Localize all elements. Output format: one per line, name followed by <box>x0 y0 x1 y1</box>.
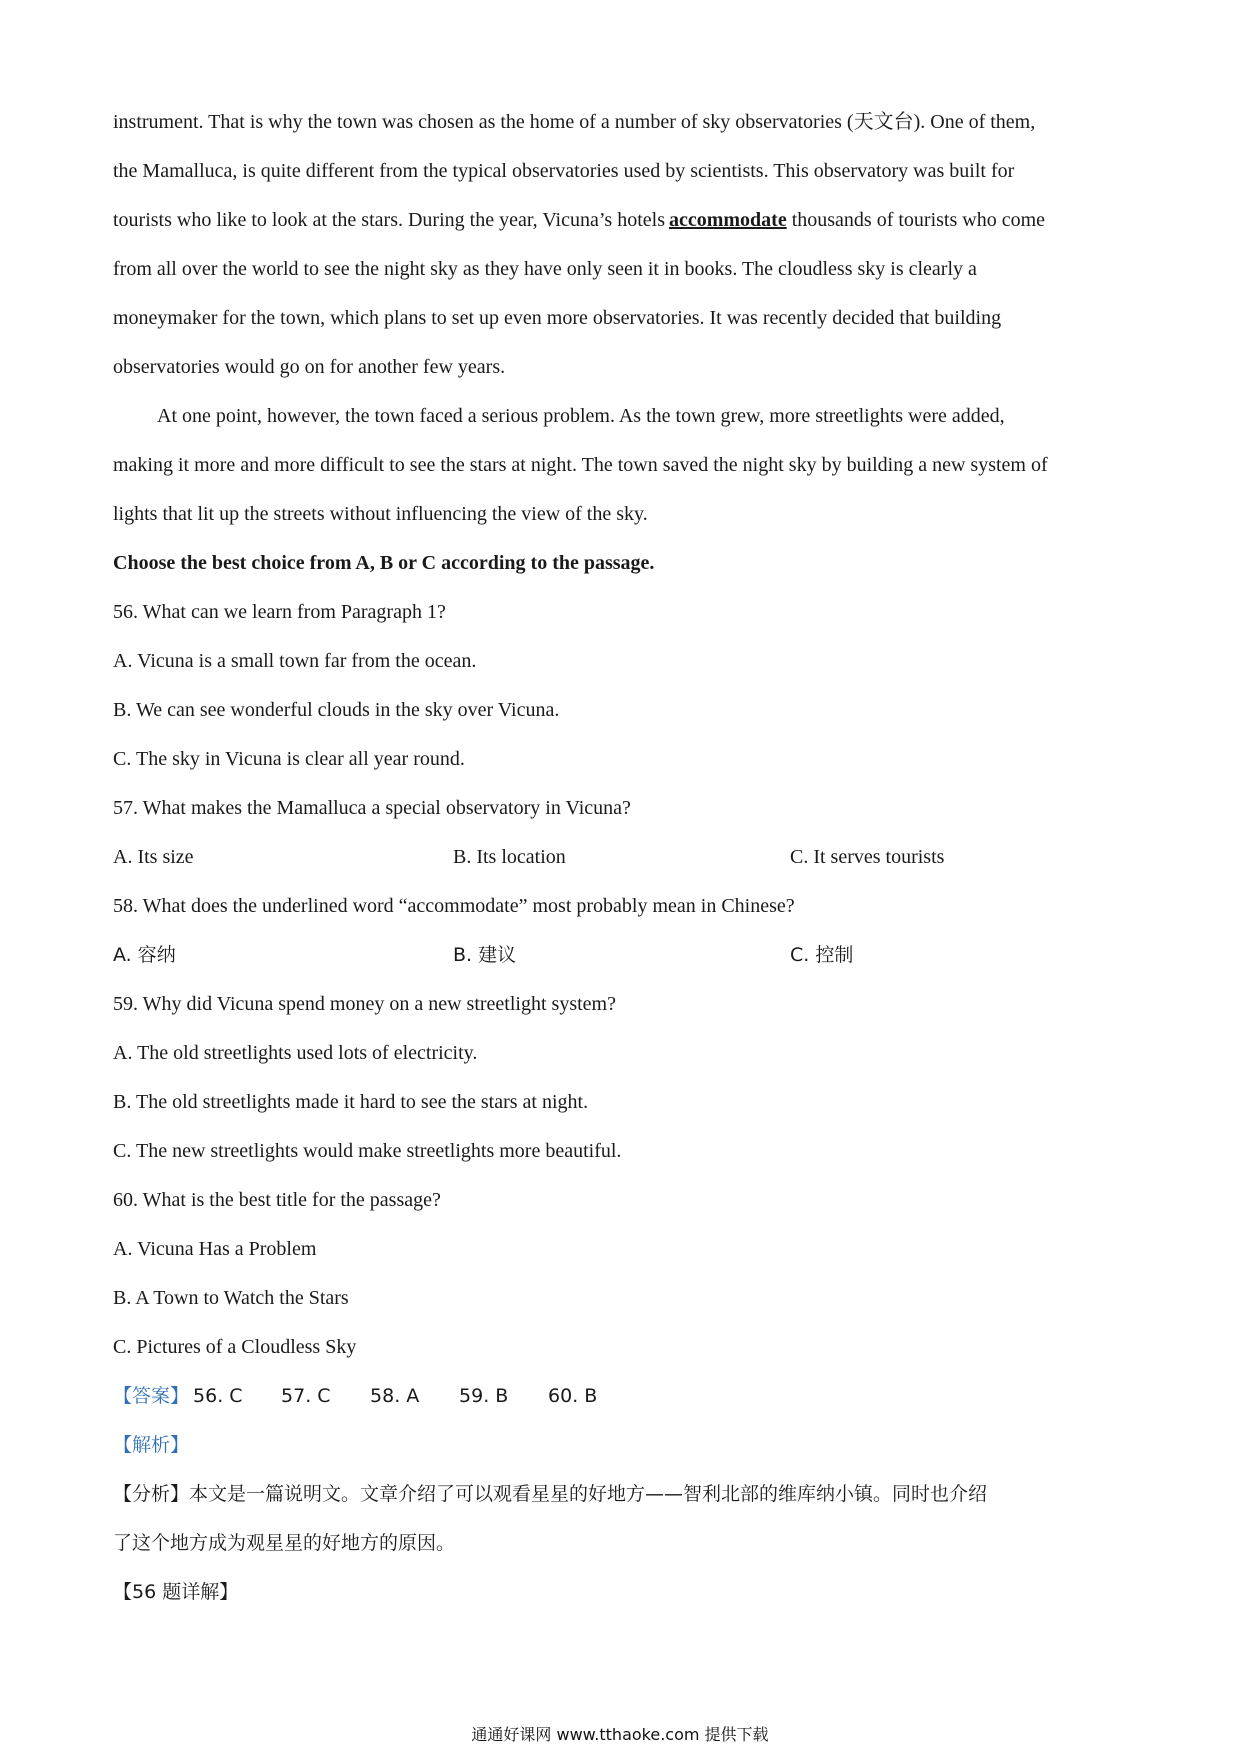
detail-56-label: 【56 题详解】 <box>113 1581 239 1603</box>
question-56: 56. What can we learn from Paragraph 1? <box>113 601 446 623</box>
analysis-text: 了这个地方成为观星星的好地方的原因。 <box>113 1532 456 1554</box>
option-c: C. The new streetlights would make streetlights more beautiful. <box>113 1140 622 1162</box>
passage-line: At one point, however, the town faced a serious problem. As the town grew, more streetlights were added, <box>157 405 1005 427</box>
answer-item: 56. C <box>193 1385 243 1407</box>
option-b: B. Its location <box>453 846 566 868</box>
question-59: 59. Why did Vicuna spend money on a new streetlight system? <box>113 993 616 1015</box>
passage-line: the Mamalluca, is quite different from the typical observatories used by scientists. This observatory was built for <box>113 160 1015 182</box>
underlined-word: accommodate <box>668 209 787 231</box>
passage-line: making it more and more difficult to see the stars at night. The town saved the night sky by building a new system of <box>113 454 1048 476</box>
option-a: A. 容纳 <box>113 944 176 966</box>
option-c: C. 控制 <box>790 944 854 966</box>
answer-item: 58. A <box>370 1385 420 1407</box>
analysis-label: 【解析】 <box>113 1434 190 1456</box>
options-row <box>113 931 1133 980</box>
option-b: B. We can see wonderful clouds in the sky over Vicuna. <box>113 699 560 721</box>
option-c: C. Pictures of a Cloudless Sky <box>113 1336 357 1358</box>
option-a: A. Its size <box>113 846 194 868</box>
footer: 通通好课网 www.tthaoke.com 提供下载 <box>471 1725 769 1744</box>
passage-line: from all over the world to see the night sky as they have only seen it in books. The cloudless sky is clearly a <box>113 258 977 280</box>
answer-item: 59. B <box>459 1385 509 1407</box>
passage-line: instrument. That is why the town was chosen as the home of a number of sky observatories (天文台). One of them, <box>113 111 1036 133</box>
option-c: C. The sky in Vicuna is clear all year round. <box>113 748 465 770</box>
option-c: C. It serves tourists <box>790 846 945 868</box>
answer-key <box>113 1372 1133 1421</box>
answer-label: 【答案】 <box>113 1385 190 1407</box>
option-b: B. 建议 <box>453 944 517 966</box>
option-a: A. The old streetlights used lots of electricity. <box>113 1042 478 1064</box>
option-b: B. A Town to Watch the Stars <box>113 1287 349 1309</box>
passage-text: thousands of tourists who come <box>786 209 1046 231</box>
passage-line: lights that lit up the streets without influencing the view of the sky. <box>113 503 648 525</box>
option-b: B. The old streetlights made it hard to see the stars at night. <box>113 1091 589 1113</box>
document-body <box>113 98 1133 1617</box>
passage-line <box>113 196 1133 245</box>
answer-item: 57. C <box>281 1385 331 1407</box>
question-58: 58. What does the underlined word “accommodate” most probably mean in Chinese? <box>113 895 795 917</box>
analysis-text: 【分析】本文是一篇说明文。文章介绍了可以观看星星的好地方——智利北部的维库纳小镇。同时也介绍 <box>113 1483 988 1505</box>
question-57: 57. What makes the Mamalluca a special observatory in Vicuna? <box>113 797 631 819</box>
passage-line: moneymaker for the town, which plans to set up even more observatories. It was recently decided that building <box>113 307 1002 329</box>
options-row <box>113 833 1133 882</box>
option-a: A. Vicuna Has a Problem <box>113 1238 317 1260</box>
passage-text: tourists who like to look at the stars. During the year, Vicuna’s hotels <box>113 209 665 231</box>
instruction: Choose the best choice from A, B or C according to the passage. <box>113 552 655 574</box>
answer-item: 60. B <box>548 1385 598 1407</box>
option-a: A. Vicuna is a small town far from the ocean. <box>113 650 477 672</box>
question-60: 60. What is the best title for the passage? <box>113 1189 441 1211</box>
passage-line: observatories would go on for another few years. <box>113 356 506 378</box>
